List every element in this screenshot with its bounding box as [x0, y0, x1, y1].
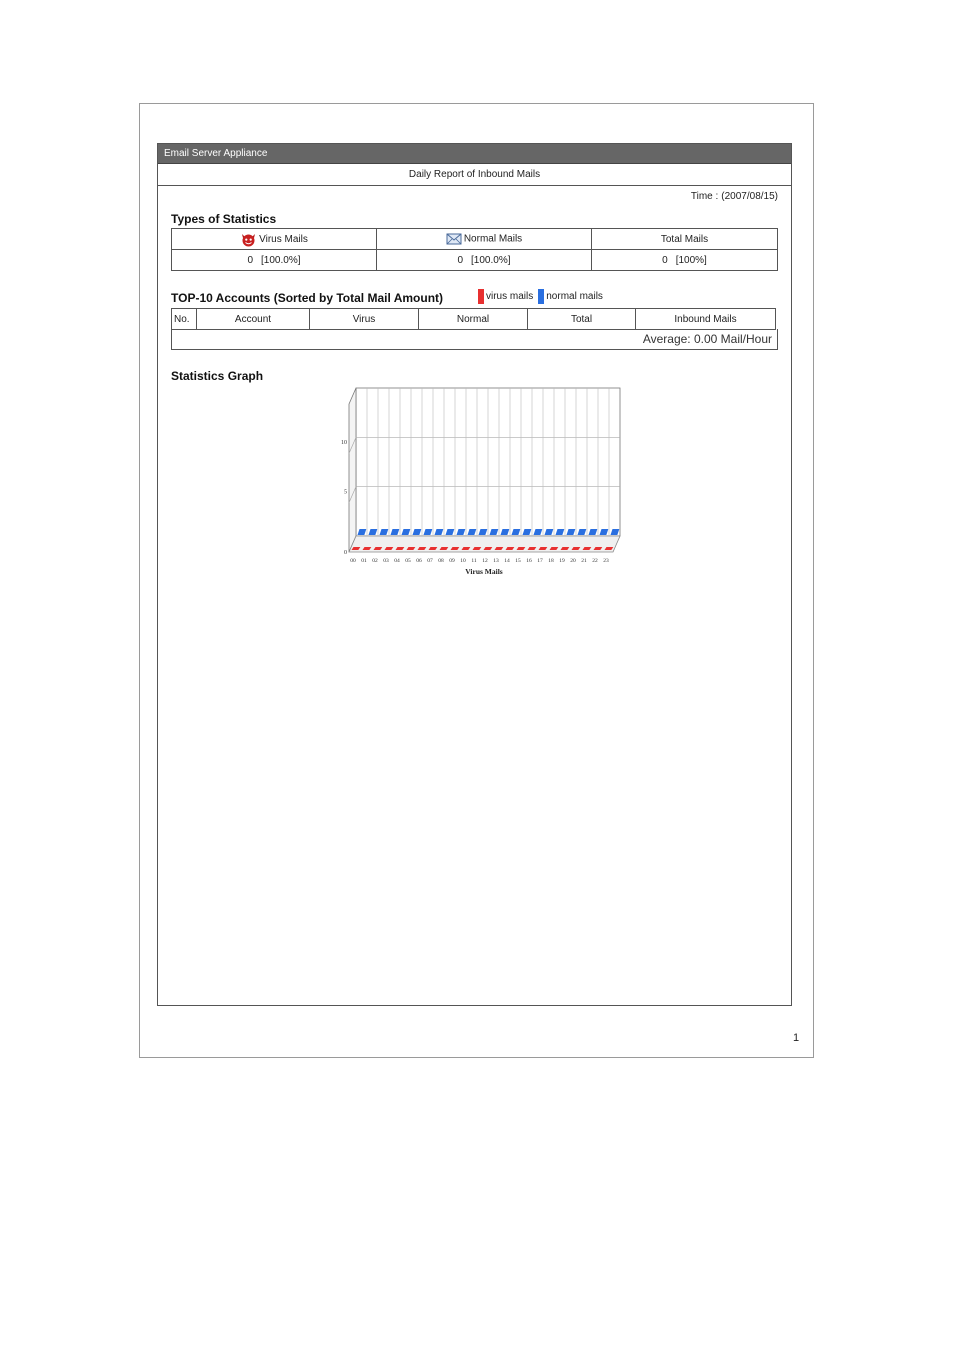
virus-mails-label: Virus Mails: [259, 233, 308, 245]
statistics-table: [171, 228, 778, 271]
top10-title: TOP-10 Accounts (Sorted by Total Mail Amount): [171, 291, 444, 305]
x-tick-label: 06: [416, 558, 422, 564]
x-tick-label: 18: [548, 558, 554, 564]
col-inbound-mails: Inbound Mails: [636, 309, 776, 330]
total-mails-header: [592, 229, 778, 250]
x-tick-label: 21: [581, 558, 587, 564]
x-tick-label: 12: [482, 558, 488, 564]
report-subtitle: Daily Report of Inbound Mails: [158, 164, 791, 186]
normal-mails-header: [377, 229, 592, 250]
x-tick-label: 09: [449, 558, 455, 564]
total-percent: [100%]: [675, 254, 707, 266]
x-tick-label: 02: [372, 558, 378, 564]
col-virus: Virus: [310, 309, 419, 330]
x-tick-label: 17: [537, 558, 543, 564]
app-title-bar: Email Server Appliance: [158, 144, 791, 164]
x-tick-label: 13: [493, 558, 499, 564]
x-tick-label: 08: [438, 558, 444, 564]
top10-table: [171, 308, 776, 330]
page-number: 1: [793, 1032, 800, 1044]
mail-envelope-icon: [446, 232, 462, 246]
normal-count: 0: [457, 254, 464, 266]
x-tick-label: 07: [427, 558, 433, 564]
x-tick-label: 05: [405, 558, 411, 564]
x-tick-label: 01: [361, 558, 367, 564]
normal-mails-label: Normal Mails: [463, 233, 523, 245]
col-no: No.: [172, 309, 197, 330]
virus-mails-header: [172, 229, 377, 250]
total-mails-label: Total Mails: [660, 233, 709, 245]
normal-mails-value: [377, 250, 592, 271]
x-tick-label: 04: [394, 558, 400, 564]
legend-virus-swatch: [478, 289, 484, 304]
legend-normal-label: normal mails: [546, 291, 603, 302]
statistics-graph-title: Statistics Graph: [171, 369, 264, 383]
y-tick-label: 0: [344, 550, 347, 556]
x-tick-label: 10: [460, 558, 466, 564]
total-mails-value: [592, 250, 778, 271]
y-tick-label: 10: [341, 440, 347, 447]
col-account: Account: [197, 309, 310, 330]
report-time: [688, 191, 778, 202]
top10-header-row: [172, 309, 776, 330]
x-tick-label: 19: [559, 558, 565, 564]
x-tick-label: 20: [570, 558, 576, 564]
types-of-statistics-title: Types of Statistics: [171, 212, 277, 226]
x-tick-label: 22: [592, 558, 598, 564]
virus-percent: [100.0%]: [261, 254, 301, 266]
time-value: (2007/08/15): [721, 191, 778, 202]
col-normal: Normal: [419, 309, 528, 330]
normal-percent: [100.0%]: [471, 254, 511, 266]
virus-count: 0: [247, 254, 254, 266]
time-label: Time :: [690, 191, 719, 202]
x-tick-label: 15: [515, 558, 521, 564]
x-tick-label: 16: [526, 558, 532, 564]
top10-legend: [478, 289, 608, 304]
statistics-value-row: [172, 250, 778, 271]
total-count: 0: [662, 254, 668, 266]
statistics-graph: [334, 384, 624, 584]
virus-devil-icon: [240, 232, 257, 247]
legend-normal-swatch: [538, 289, 544, 304]
x-tick-label: 14: [504, 558, 510, 564]
x-axis-label: Virus Mails: [465, 567, 503, 576]
legend-virus-label: virus mails: [486, 291, 534, 302]
average-mail-rate: Average: 0.00 Mail/Hour: [171, 329, 778, 350]
statistics-header-row: [172, 229, 778, 250]
col-total: Total: [528, 309, 636, 330]
x-tick-label: 00: [350, 558, 356, 564]
y-tick-label: 5: [344, 489, 347, 496]
x-tick-label: 03: [383, 558, 389, 564]
x-tick-label: 11: [471, 558, 477, 564]
report-panel: [157, 143, 792, 1006]
x-tick-label: 23: [603, 558, 609, 564]
chart-left-wall: [349, 388, 356, 552]
virus-mails-value: [172, 250, 377, 271]
